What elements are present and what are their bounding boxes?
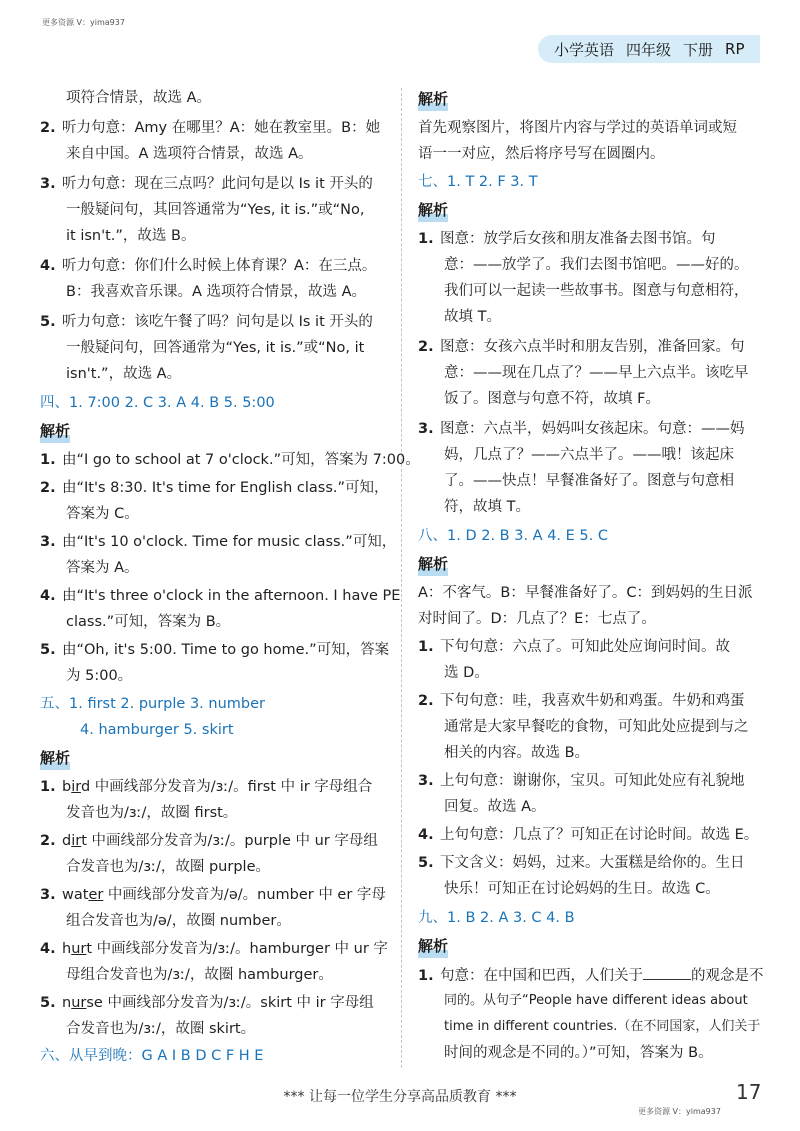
text-line: 组合发音也为/ə/，故圈 number。 [66,913,291,929]
text-line: 意：——放学了。我们去图书馆吧。——好的。 [444,257,749,273]
text-line: 回复。故选 A。 [444,799,546,815]
text-line: 为 5:00。 [66,668,133,684]
list-item: 2. 图意：女孩六点半时和朋友告别，准备回家。句 [418,339,745,355]
analysis-label: 解析 [418,553,448,576]
text-line: isn't.”，故选 A。 [66,366,182,382]
list-item: 4. hurt 中画线部分发音为/ɜː/。hamburger 中 ur 字 [40,941,388,957]
text-line: 符，故填 T。 [444,499,530,515]
list-item: 4. 听力句意：你们什么时候上体育课？A：在三点。 [40,258,377,274]
text-line: 通常是大家早餐吃的食物，可知此处应提到与之 [444,719,749,735]
list-item: 3. water 中画线部分发音为/ə/。number 中 er 字母 [40,887,386,903]
answer-heading: 五、1. first 2. purple 3. number [40,696,265,712]
text-line: 妈，几点了？——六点半了。——哦！该起床 [444,447,734,463]
text-line: 一般疑问句，回答通常为“Yes, it is.”或“No, it [66,340,365,356]
list-item: 1. 由“I go to school at 7 o'clock.”可知，答案为 7:00。 [40,452,420,468]
answer-heading: 4. hamburger 5. skirt [80,722,234,738]
text-line: 同的。从句子“People have different ideas about [444,993,748,1008]
text-line: 母组合发音也为/ɜː/，故圈 hamburger。 [66,967,333,983]
list-item: 3. 上句句意：谢谢你，宝贝。可知此处应有礼貌地 [418,773,745,789]
grade-label: 四年级 [626,40,672,59]
list-item: 3. 听力句意：现在三点吗？此问句是以 Is it 开头的 [40,176,373,192]
text-line: 对时间了。D：几点了？E：七点了。 [418,611,656,627]
list-item: 5. 下文含义：妈妈，过来。大蛋糕是给你的。生日 [418,855,745,871]
footer-slogan: *** 让每一位学生分享高品质教育 *** [283,1089,517,1105]
text-line: 合发音也为/ɜː/，故圈 skirt。 [66,1021,256,1037]
book-info-tab [538,35,760,63]
text-line: 时间的观念是不同的。）”可知，答案为 B。 [444,1045,713,1061]
watermark-top: 更多资源 V：yima937 [42,18,125,27]
list-item: 2. 由“It's 8:30. It's time for English class.”可知， [40,480,389,496]
text-line: time in different countries.（在不同国家，人们关于 [444,1019,761,1034]
watermark-bottom: 更多资源 V：yima937 [638,1107,721,1116]
analysis-label: 解析 [40,420,70,443]
text-line: class.”可知，答案为 B。 [66,614,231,630]
text-line: 一般疑问句，其回答通常为“Yes, it is.”或“No, [66,202,365,218]
text-line: 我们可以一起读一些故事书。图意与句意相符， [444,283,749,299]
list-item: 2. 下句句意：哇，我喜欢牛奶和鸡蛋。牛奶和鸡蛋 [418,693,745,709]
list-item: 1. bird 中画线部分发音为/ɜː/。first 中 ir 字母组合 [40,779,373,795]
list-item: 2. dirt 中画线部分发音为/ɜː/。purple 中 ur 字母组 [40,833,378,849]
text-line: 首先观察图片，将图片内容与学过的英语单词或短 [418,120,737,136]
text-line: 合发音也为/ɜː/，故圈 purple。 [66,859,270,875]
list-item: 2. 听力句意：Amy 在哪里？A：她在教室里。B：她 [40,120,381,136]
text-line: 相关的内容。故选 B。 [444,745,590,761]
text-line: A：不客气。B：早餐准备好了。C：到妈妈的生日派 [418,585,753,601]
text-line: 意：——现在几点了？——早上六点半。该吃早 [444,365,749,381]
edition-label: RP [725,40,745,58]
analysis-label: 解析 [418,935,448,958]
answer-heading: 八、1. D 2. B 3. A 4. E 5. C [418,528,608,544]
text-line: 故填 T。 [444,309,501,325]
list-item: 3. 图意：六点半，妈妈叫女孩起床。句意：——妈 [418,421,745,437]
analysis-label: 解析 [40,747,70,770]
list-item: 5. 由“Oh, it's 5:00. Time to go home.”可知，答案 [40,642,390,658]
analysis-label: 解析 [418,199,448,222]
column-divider [401,88,402,1068]
text-line: 项符合情景，故选 A。 [66,90,212,106]
list-item: 1. 下句句意：六点了。可知此处应询问时间。故 [418,639,730,655]
answer-heading: 七、1. T 2. F 3. T [418,174,538,190]
text-line: 来自中国。A 选项符合情景，故选 A。 [66,146,313,162]
list-item: 4. 上句句意：几点了？可知正在讨论时间。故选 E。 [418,827,759,843]
list-item: 5. nurse 中画线部分发音为/ɜː/。skirt 中 ir 字母组 [40,995,374,1011]
list-item: 1. 句意：在中国和巴西，人们关于 的观念是不 [418,965,764,986]
list-item: 4. 由“It's three o'clock in the afternoon. I have PE [40,588,401,604]
text-line: 答案为 A。 [66,560,139,576]
text-line: 饭了。图意与句意不符，故填 F。 [444,391,660,407]
term-label: 下册 [683,40,714,59]
answer-heading: 九、1. B 2. A 3. C 4. B [418,910,575,926]
analysis-label: 解析 [418,88,448,111]
text-line: 发音也为/ɜː/，故圈 first。 [66,805,238,821]
text-line: 语一一对应，然后将序号写在圆圈内。 [418,146,665,162]
answer-blank [643,965,691,980]
text-line: B：我喜欢音乐课。A 选项符合情景，故选 A。 [66,284,367,300]
list-item: 5. 听力句意：该吃午餐了吗？问句是以 Is it 开头的 [40,314,373,330]
answer-heading: 六、从早到晚：G A I B D C F H E [40,1048,264,1064]
text-line: it isn't.”，故选 B。 [66,228,196,244]
list-item: 3. 由“It's 10 o'clock. Time for music class.”可知， [40,534,397,550]
text-line: 快乐！可知正在讨论妈妈的生日。故选 C。 [444,881,720,897]
subject-label: 小学英语 [554,40,615,59]
list-item: 1. 图意：放学后女孩和朋友准备去图书馆。句 [418,231,716,247]
text-line: 了。——快点！早餐准备好了。图意与句意相 [444,473,734,489]
text-line: 选 D。 [444,665,489,681]
answer-heading: 四、1. 7:00 2. C 3. A 4. B 5. 5:00 [40,395,275,411]
page-number: 17 [736,1080,762,1104]
text-line: 答案为 C。 [66,506,139,522]
